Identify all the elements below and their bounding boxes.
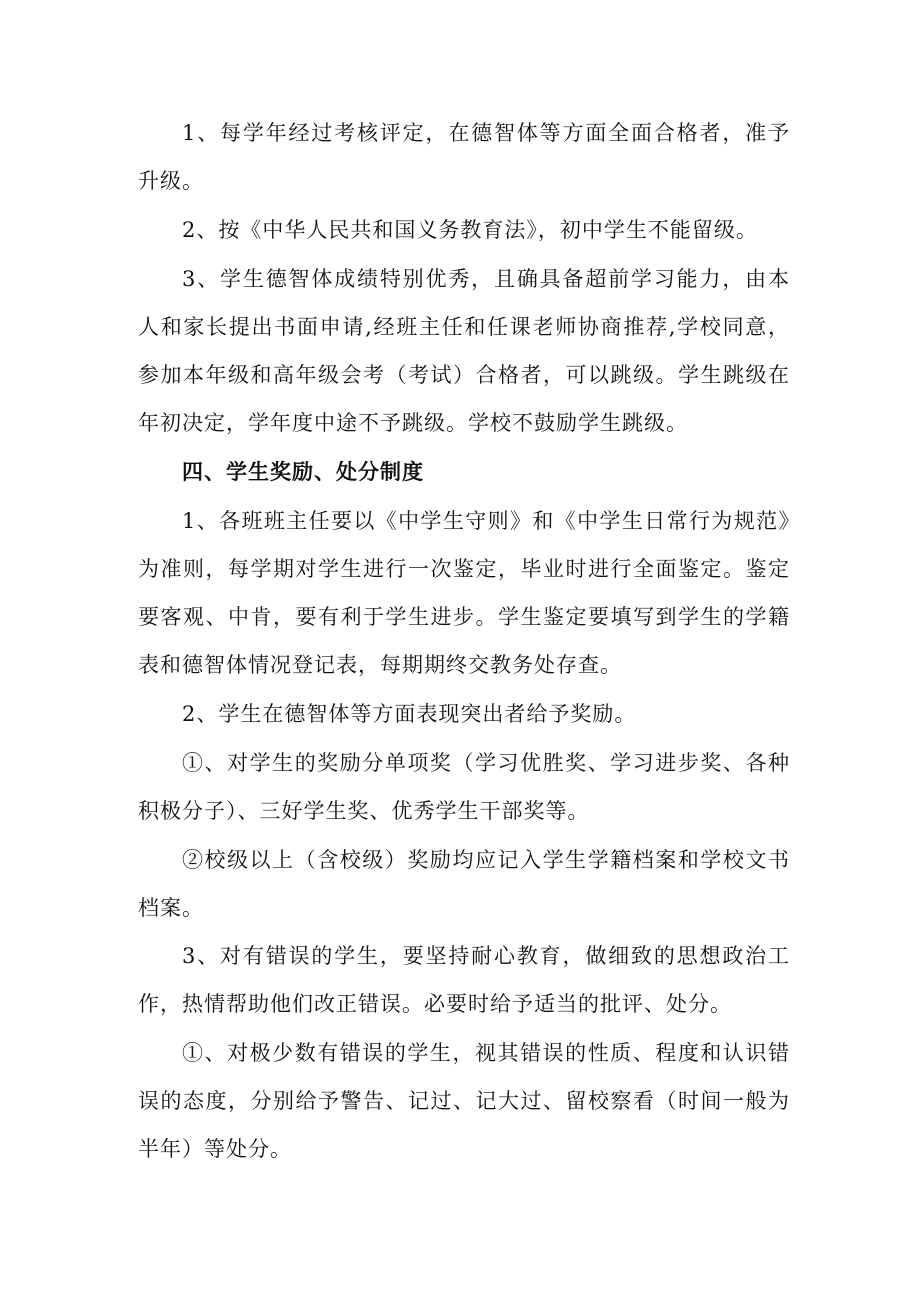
paragraph-no-repeat: 2、按《中华人民共和国义务教育法》，初中学生不能留级。	[182, 218, 758, 242]
paragraph-grade-skipping: 3、学生德智体成绩特别优秀，且确具备超前学习能力，由本人和家长提出书面申请,经班主任和任课老师协商推荐,学校同意，参加本年级和高年级会考（考试）合格者，可以跳级。学生跳级在年初决定，学年度中途不予跳级。学校不鼓励学生跳级。	[138, 267, 790, 435]
paragraph-reward-types: ①、对学生的奖励分单项奖（学习优胜奖、学习进步奖、各种积极分子）、三好学生奖、优秀学生干部奖等。	[138, 751, 790, 823]
paragraph-promotion: 1、每学年经过考核评定，在德智体等方面全面合格者，准予升级。	[138, 121, 790, 193]
paragraph-rewards: 2、学生在德智体等方面表现突出者给予奖励。	[182, 702, 637, 726]
paragraph-punishments: ①、对极少数有错误的学生，视其错误的性质、程度和认识错误的态度，分别给予警告、记过、记大过、留校察看（时间一般为半年）等处分。	[138, 1041, 790, 1161]
paragraph-reward-records: ②校级以上（含校级）奖励均应记入学生学籍档案和学校文书档案。	[138, 848, 790, 920]
section-heading-rewards-punishments: 四、学生奖励、处分制度	[182, 459, 424, 484]
paragraph-errors-education: 3、对有错误的学生，要坚持耐心教育，做细致的思想政治工作，热情帮助他们改正错误。必要时给予适当的批评、处分。	[138, 944, 790, 1016]
paragraph-evaluation: 1、各班班主任要以《中学生守则》和《中学生日常行为规范》为准则，每学期对学生进行一次鉴定，毕业时进行全面鉴定。鉴定要客观、中肯，要有利于学生进步。学生鉴定要填写到学生的学籍表和德智体情况登记表，每期期终交教务处存查。	[138, 509, 790, 677]
